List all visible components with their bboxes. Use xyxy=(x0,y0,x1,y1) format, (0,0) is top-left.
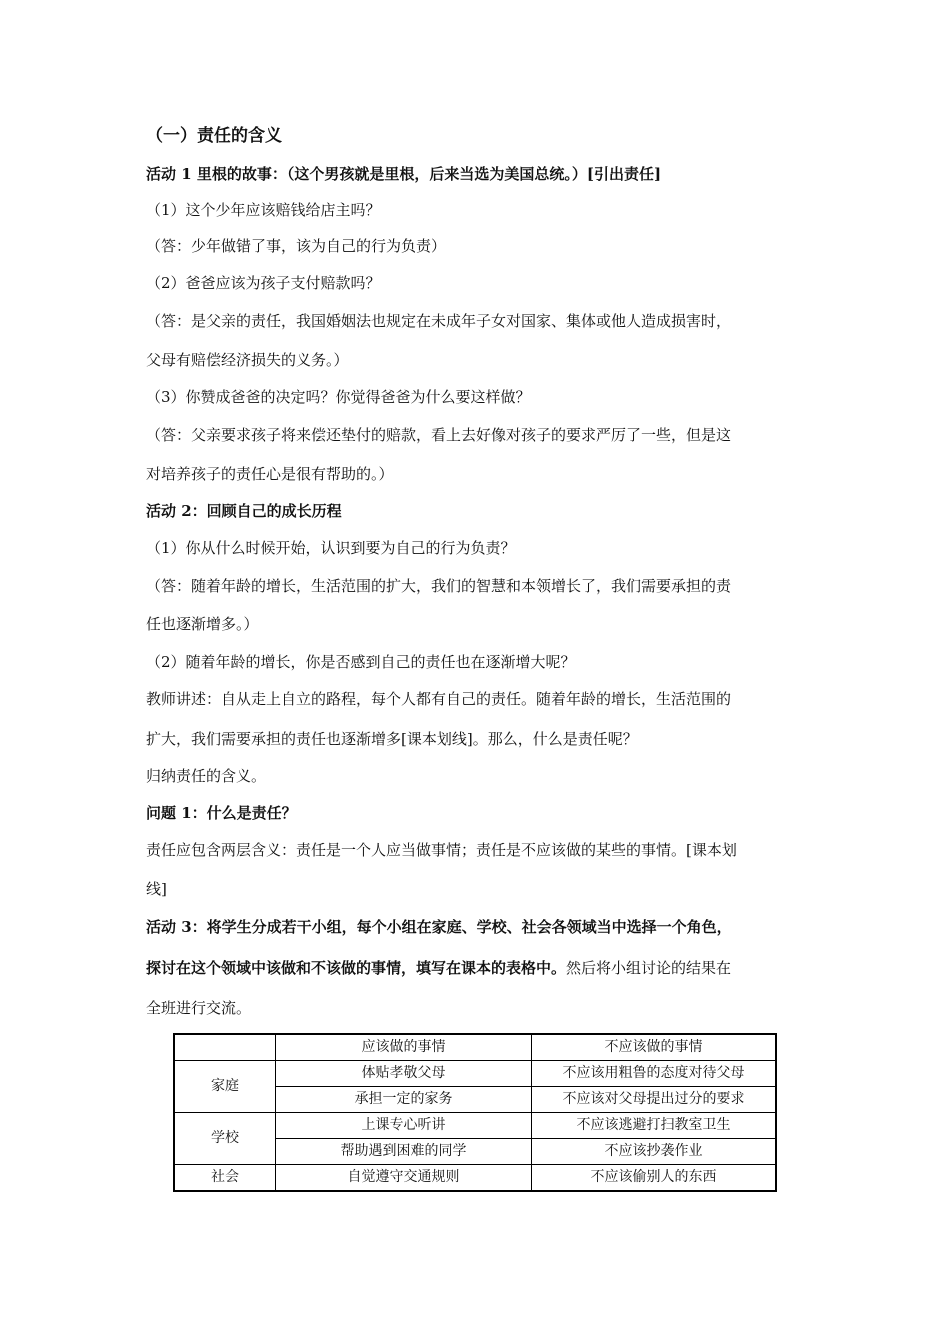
problem-1-title: 问题 1：什么是责任？ xyxy=(146,804,297,822)
question-5: （2）随着年龄的增长，你是否感到自己的责任也在逐渐增大呢？ xyxy=(146,653,576,671)
table-corner-cell xyxy=(174,1034,276,1061)
answer-2-line-1: （答：是父亲的责任，我国婚姻法也规定在未成年子女对国家、集体或他人造成损害时， xyxy=(146,312,732,330)
cell-shouldnt: 不应该抄袭作业 xyxy=(532,1139,777,1165)
question-3: （3）你赞成爸爸的决定吗？你觉得爸爸为什么要这样做？ xyxy=(146,388,531,406)
summary-line: 归纳责任的含义。 xyxy=(146,767,267,785)
cell-should: 自觉遵守交通规则 xyxy=(276,1165,532,1192)
responsibility-table xyxy=(173,1033,777,1192)
column-header-should: 应该做的事情 xyxy=(276,1034,532,1061)
activity-1-title: 活动 1 里根的故事：（这个男孩就是里根，后来当选为美国总统。）[引出责任] xyxy=(146,165,662,183)
activity-3-line-2 xyxy=(146,958,731,978)
question-4: （1）你从什么时候开始，认识到要为自己的行为负责？ xyxy=(146,539,516,557)
cell-shouldnt: 不应该用粗鲁的态度对待父母 xyxy=(532,1061,777,1087)
activity-3-line-2-rest: 然后将小组讨论的结果在 xyxy=(566,959,732,977)
definition-line-1: 责任应包含两层含义：责任是一个人应当做事情；责任是不应该做的某些的事情。[课本划 xyxy=(146,841,737,859)
question-2: （2）爸爸应该为孩子支付赔款吗？ xyxy=(146,274,381,292)
row-header-society: 社会 xyxy=(174,1165,276,1192)
column-header-shouldnt: 不应该做的事情 xyxy=(532,1034,777,1061)
table-header-row xyxy=(174,1034,776,1061)
answer-4-line-1: （答：随着年龄的增长，生活范围的扩大，我们的智慧和本领增长了，我们需要承担的责 xyxy=(146,577,732,595)
cell-should: 体贴孝敬父母 xyxy=(276,1061,532,1087)
cell-should: 帮助遇到困难的同学 xyxy=(276,1139,532,1165)
answer-2-line-2: 父母有赔偿经济损失的义务。） xyxy=(146,351,349,369)
cell-should: 承担一定的家务 xyxy=(276,1087,532,1113)
table-row xyxy=(174,1061,776,1087)
question-1: （1）这个少年应该赔钱给店主吗？ xyxy=(146,201,381,219)
table-row xyxy=(174,1113,776,1139)
definition-line-2: 线] xyxy=(146,880,167,898)
answer-1: （答：少年做错了事，该为自己的行为负责） xyxy=(146,237,447,255)
answer-3-line-2: 对培养孩子的责任心是很有帮助的。） xyxy=(146,465,394,483)
row-header-family: 家庭 xyxy=(174,1061,276,1113)
activity-2-title: 活动 2：回顾自己的成长历程 xyxy=(146,502,342,520)
row-header-school: 学校 xyxy=(174,1113,276,1165)
answer-3-line-1: （答：父亲要求孩子将来偿还垫付的赔款，看上去好像对孩子的要求严厉了一些，但是这 xyxy=(146,426,732,444)
activity-3-line-2-bold: 探讨在这个领域中该做和不该做的事情，填写在课本的表格中。 xyxy=(146,959,567,977)
cell-shouldnt: 不应该偷别人的东西 xyxy=(532,1165,777,1192)
activity-3-line-3: 全班进行交流。 xyxy=(146,999,252,1017)
answer-4-line-2: 任也逐渐增多。） xyxy=(146,615,259,633)
teacher-talk-line-2: 扩大，我们需要承担的责任也逐渐增多[课本划线]。那么，什么是责任呢？ xyxy=(146,730,638,748)
table-row xyxy=(174,1165,776,1192)
cell-should: 上课专心听讲 xyxy=(276,1113,532,1139)
section-heading: （一）责任的含义 xyxy=(146,126,282,146)
teacher-talk-line-1: 教师讲述：自从走上自立的路程，每个人都有自己的责任。随着年龄的增长，生活范围的 xyxy=(146,690,732,708)
cell-shouldnt: 不应该对父母提出过分的要求 xyxy=(532,1087,777,1113)
activity-3-line-1: 活动 3：将学生分成若干小组，每个小组在家庭、学校、社会各领域当中选择一个角色， xyxy=(146,918,732,936)
cell-shouldnt: 不应该逃避打扫教室卫生 xyxy=(532,1113,777,1139)
